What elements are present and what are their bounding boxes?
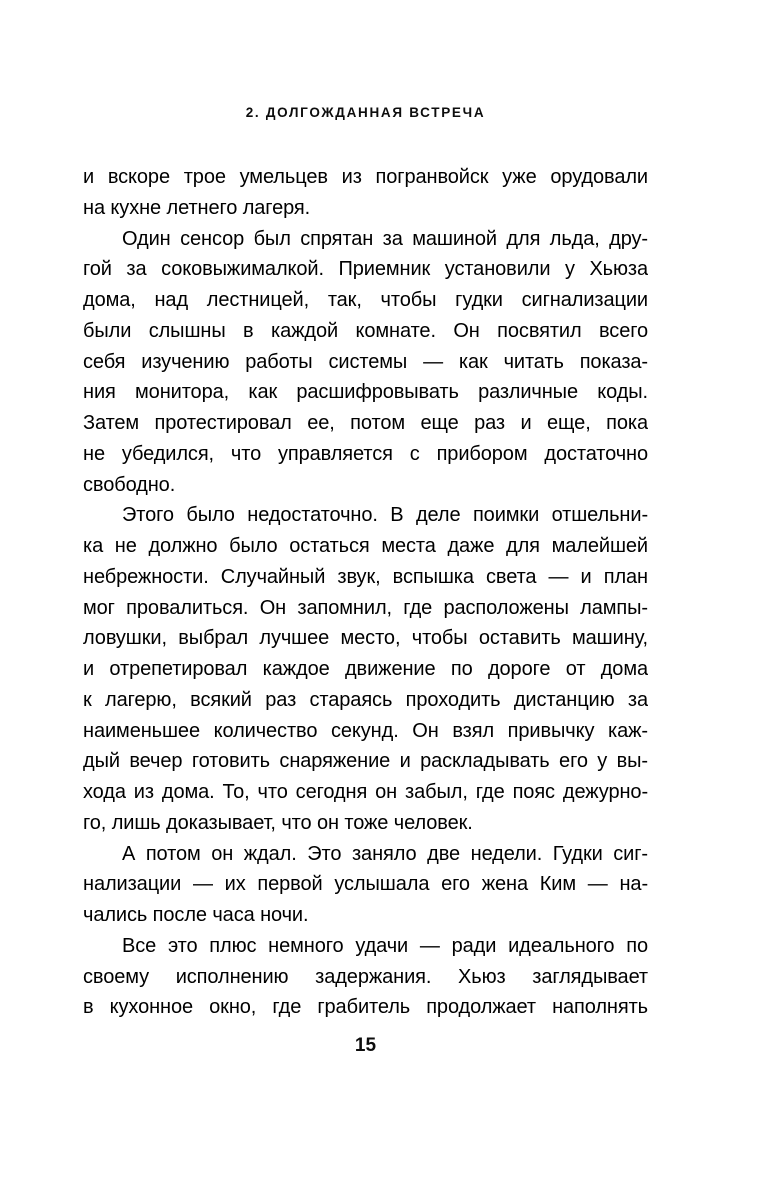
chapter-header: 2. ДОЛГОЖДАННАЯ ВСТРЕЧА	[245, 105, 486, 120]
text-line: небрежности. Случайный звук, вспышка света — и план	[83, 565, 648, 588]
text-line: чались после часа ночи.	[83, 904, 309, 926]
body-text	[83, 162, 648, 1023]
text-line: нализации — их первой услышала его жена Ким — на-	[83, 873, 648, 896]
text-line: к лагерю, всякий раз стараясь проходить дистанцию за	[83, 688, 648, 711]
text-line: не убедился, что управляется с прибором достаточно	[83, 442, 648, 465]
text-line: А потом он ждал. Это заняло две недели. Гудки сиг-	[122, 842, 648, 865]
text-line: наименьшее количество секунд. Он взял привычку каж-	[83, 719, 648, 742]
text-line: и вскоре трое умельцев из погранвойск уже орудовали	[83, 166, 648, 188]
text-line: хода из дома. То, что сегодня он забыл, где пояс дежурно-	[83, 781, 648, 803]
text-line: себя изучению работы системы — как читать показа-	[83, 350, 648, 373]
text-line: ния монитора, как расшифровывать различные коды.	[83, 381, 648, 404]
text-line: дома, над лестницей, так, чтобы гудки сигнализации	[83, 289, 648, 311]
text-line: го, лишь доказывает, что он тоже человек.	[83, 811, 473, 834]
text-line: Один сенсор был спрятан за машиной для льда, дру-	[122, 227, 648, 250]
page-number: 15	[354, 1035, 377, 1056]
text-line: и отрепетировал каждое движение по дороге от дома	[83, 658, 648, 680]
text-line: в кухонное окно, где грабитель продолжает наполнять	[83, 996, 648, 1019]
text-line: ка не должно было остаться места даже для малейшей	[83, 535, 648, 557]
text-line: были слышны в каждой комнате. Он посвятил всего	[83, 319, 648, 342]
text-line: ловушки, выбрал лучшее место, чтобы оставить машину,	[83, 627, 648, 650]
text-line: Этого было недостаточно. В деле поимки отшельни-	[122, 504, 648, 527]
text-line: своему исполнению задержания. Хьюз заглядывает	[83, 965, 648, 988]
text-line: Затем протестировал ее, потом еще раз и еще, пока	[83, 412, 648, 434]
text-line: на кухне летнего лагеря.	[83, 196, 311, 219]
text-line: дый вечер готовить снаряжение и раскладывать его у вы-	[83, 750, 648, 773]
text-line: Все это плюс немного удачи — ради идеального по	[122, 934, 648, 957]
text-line: свободно.	[83, 473, 176, 496]
text-line: мог провалиться. Он запомнил, где расположены лампы-	[83, 596, 648, 619]
text-line: гой за соковыжималкой. Приемник установили у Хьюза	[83, 258, 648, 281]
